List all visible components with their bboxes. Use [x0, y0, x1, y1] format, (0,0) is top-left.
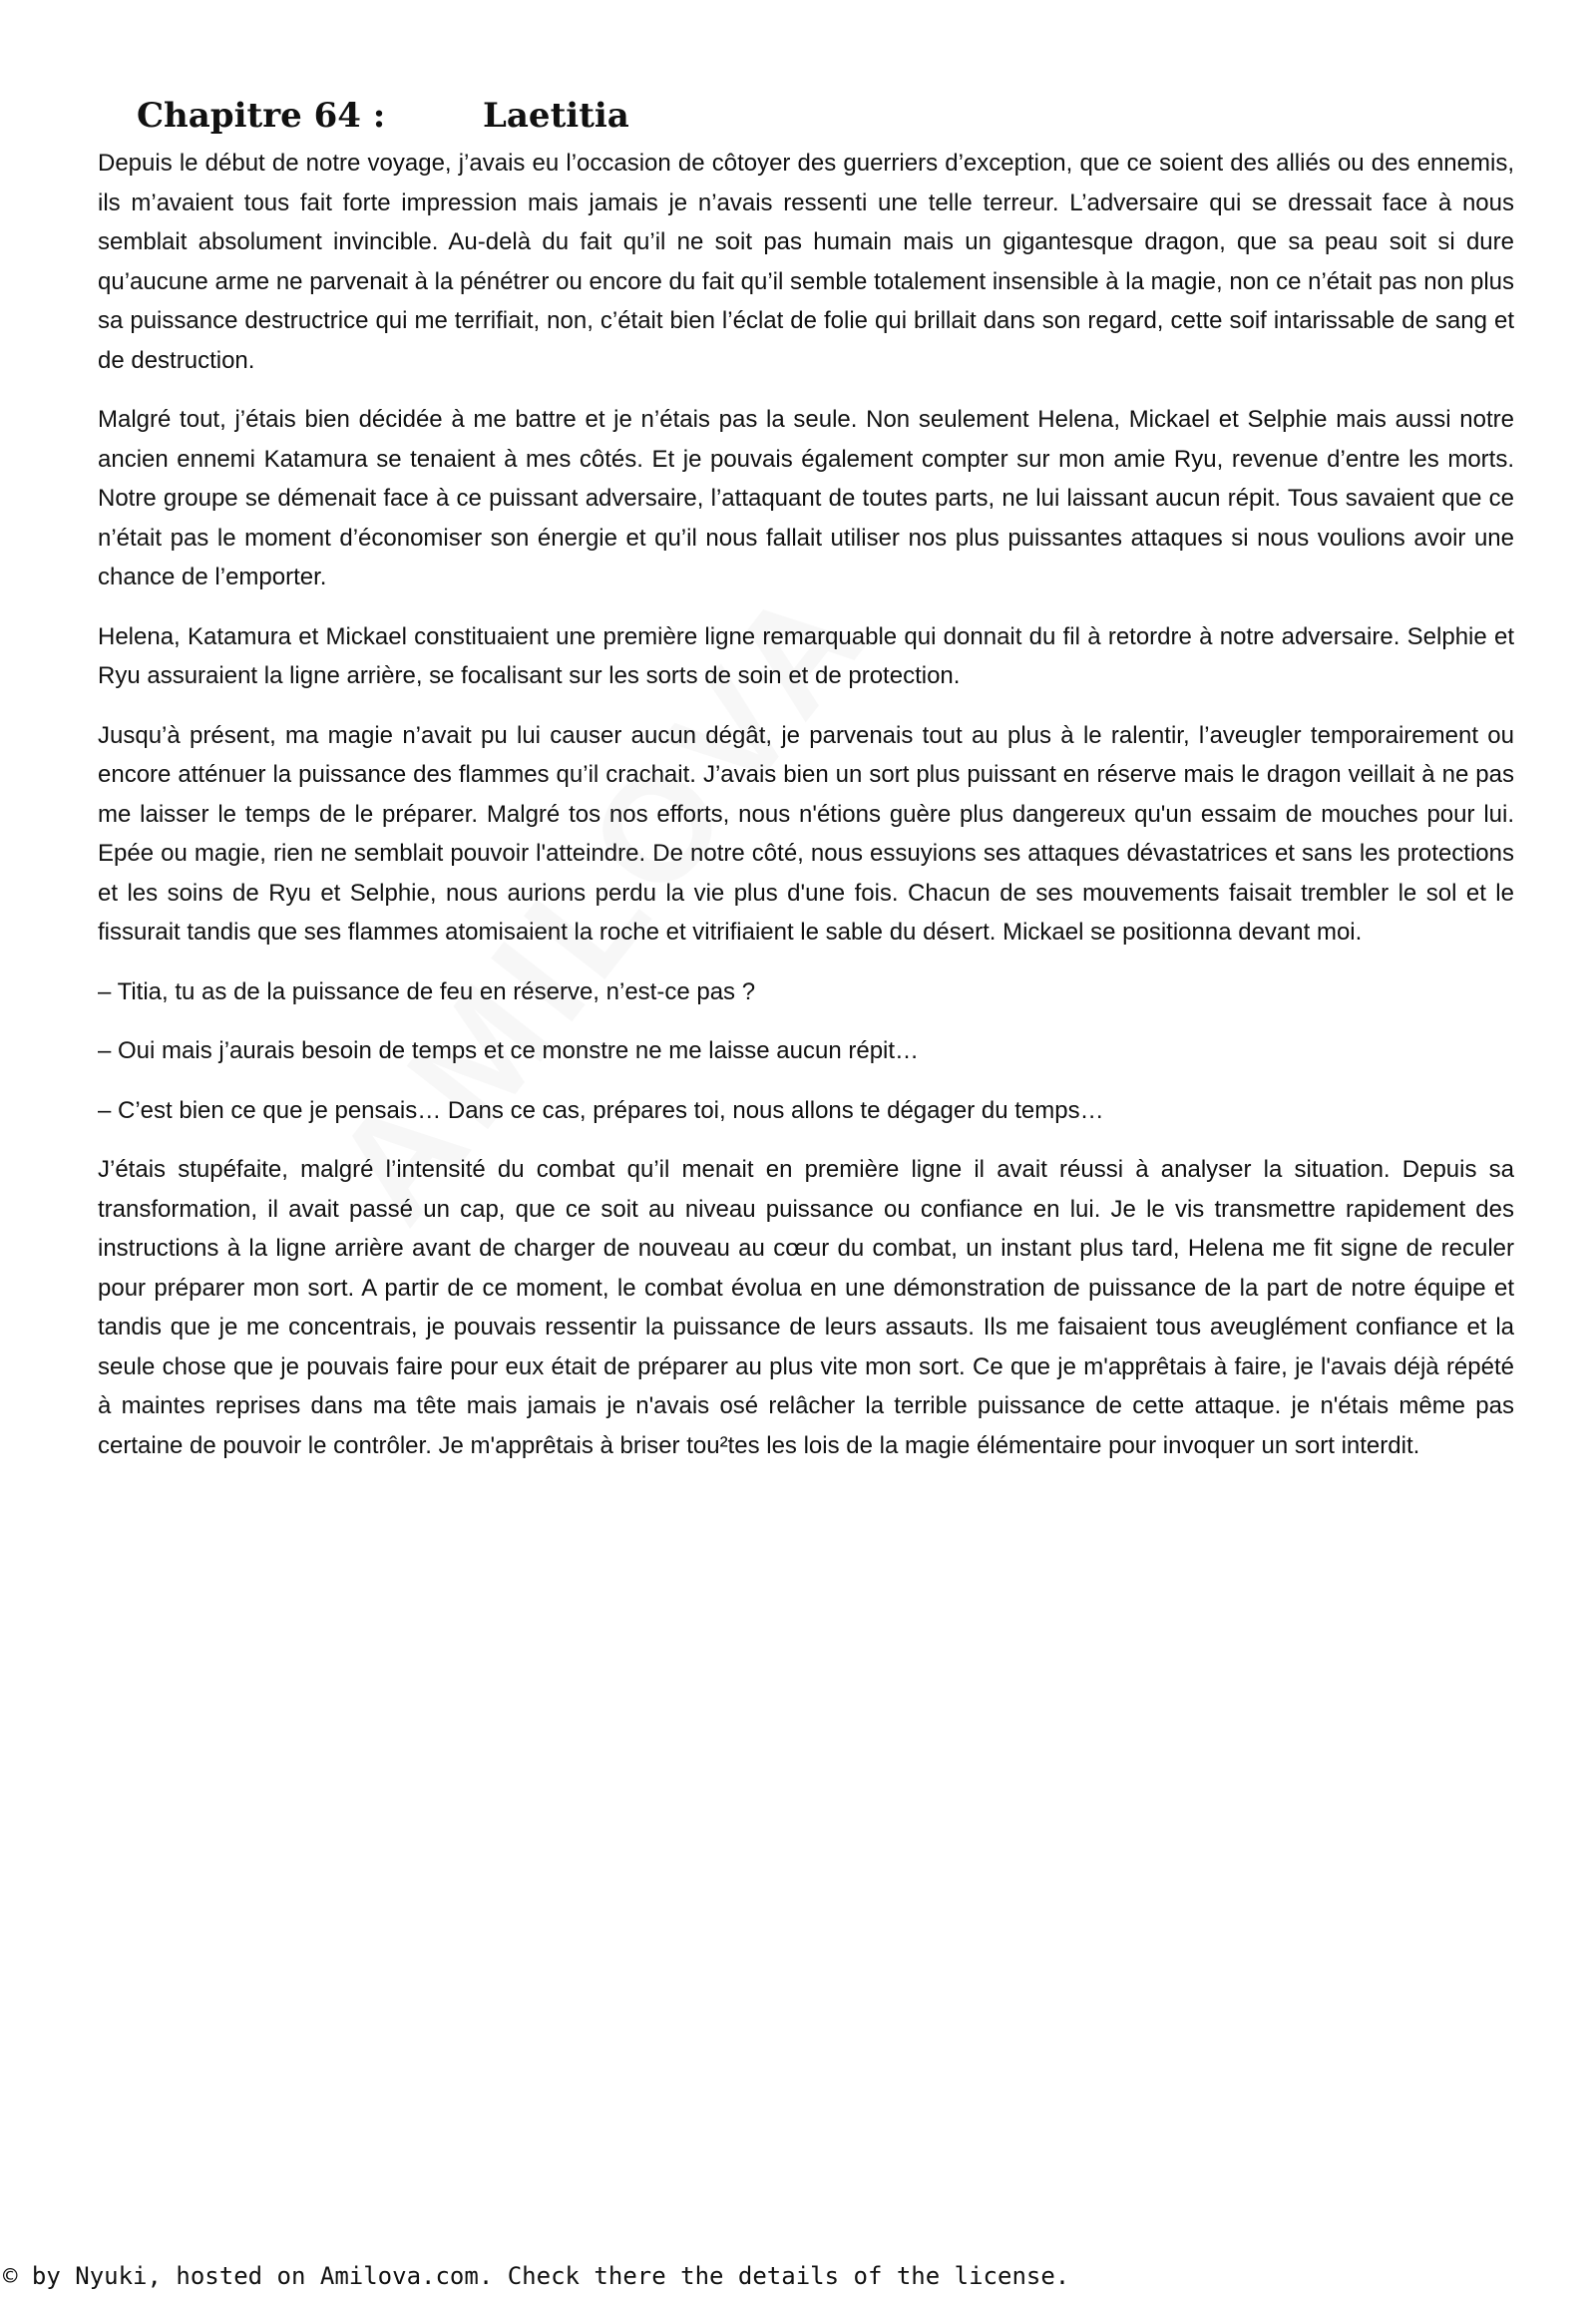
dialogue-line: – C’est bien ce que je pensais… Dans ce cas, prépares toi, nous allons te dégager du temps…: [98, 1096, 1104, 1124]
paragraph: Depuis le début de notre voyage, j’avais eu l’occasion de côtoyer des guerriers d’exception, que ce soient des alliés ou des ennemis, ils m’avaient tous fait forte impression mais jamais je n’avais ressenti une telle terreur. L’adversaire qui se dressait face à nous semblait absolument invincible. Au-delà du fait qu’il ne soit pas humain mais un gigantesque dragon, que sa peau soit si dure qu’aucune arme ne parvenait à la pénétrer ou encore du fait qu’il semble totalement insensible à la magie, non ce n’était pas non plus sa puissance destructrice qui me terrifiait, non, c’était bien l’éclat de folie qui brillait dans son regard, cette soif intarissable de sang et de destruction.: [98, 150, 1514, 374]
chapter-name: Laetitia: [483, 96, 629, 136]
paragraph: Jusqu’à présent, ma magie n’avait pu lui causer aucun dégât, je parvenais tout au plus à le ralentir, l’aveugler temporairement ou encore atténuer la puissance des flammes qu’il crachait. J’avais bien un sort plus puissant en réserve mais le dragon veillait à ne pas me laisser le temps de le préparer. Malgré tos nos efforts, nous n'étions guère plus dangereux qu'un essaim de mouches pour lui. Epée ou magie, rien ne semblait pouvoir l'atteindre. De notre côté, nous essuyions ses attaques dévastatrices et sans les protections et les soins de Ryu et Selphie, nous aurions perdu la vie plus d'une fois. Chacun de ses mouvements faisait trembler le sol et le fissurait tandis que ses flammes atomisaient la roche et vitrifiaient le sable du désert. Mickael se positionna devant moi.: [98, 721, 1514, 946]
paragraph: Helena, Katamura et Mickael constituaient une première ligne remarquable qui donnait du fil à retordre à notre adversaire. Selphie et Ryu assuraient la ligne arrière, se focalisant sur les sorts de soin et de protection.: [98, 622, 1514, 689]
paragraph: Malgré tout, j’étais bien décidée à me battre et je n’étais pas la seule. Non seulement Helena, Mickael et Selphie mais aussi notre ancien ennemi Katamura se tenaient à mes côtés. Et je pouvais également compter sur mon amie Ryu, revenue d’entre les morts. Notre groupe se démenait face à ce puissant adversaire, l’attaquant de toutes parts, ne lui laissant aucun répit. Tous savaient que ce n’était pas le moment d’économiser son énergie et qu’il nous fallait utiliser nos plus puissantes attaques si nous voulions avoir une chance de l’emporter.: [98, 406, 1514, 590]
chapter-body: [98, 144, 1514, 1485]
license-footer: © by Nyuki, hosted on Amilova.com. Check there the details of the license.: [3, 2262, 1070, 2290]
paragraph: J’étais stupéfaite, malgré l’intensité du combat qu’il menait en première ligne il avait réussi à analyser la situation. Depuis sa transformation, il avait passé un cap, que ce soit au niveau puissance ou confiance en lui. Je le vis transmettre rapidement des instructions à la ligne arrière avant de charger de nouveau au cœur du combat, un instant plus tard, Helena me fit signe de reculer pour préparer mon sort. A partir de ce moment, le combat évolua en une démonstration de puissance de la part de notre équipe et tandis que je me concentrais, je pouvais ressentir la puissance de leurs assauts. Ils me faisaient tous aveuglément confiance et la seule chose que je pouvais faire pour eux était de préparer au plus vite mon sort. Ce que je m'apprêtais à faire, je l'avais déjà répété à maintes reprises dans ma tête mais jamais je n'avais osé relâcher la terrible puissance de cette attaque. je n'étais même pas certaine de pouvoir le contrôler. Je m'apprêtais à briser tou²tes les lois de la magie élémentaire pour invoquer un sort interdit.: [98, 1156, 1514, 1459]
dialogue-line: – Oui mais j’aurais besoin de temps et ce monstre ne me laisse aucun répit…: [98, 1037, 920, 1064]
chapter-number: Chapitre 64 :: [137, 96, 386, 136]
chapter-title: [137, 96, 629, 136]
dialogue-line: – Titia, tu as de la puissance de feu en réserve, n’est-ce pas ?: [98, 977, 756, 1005]
